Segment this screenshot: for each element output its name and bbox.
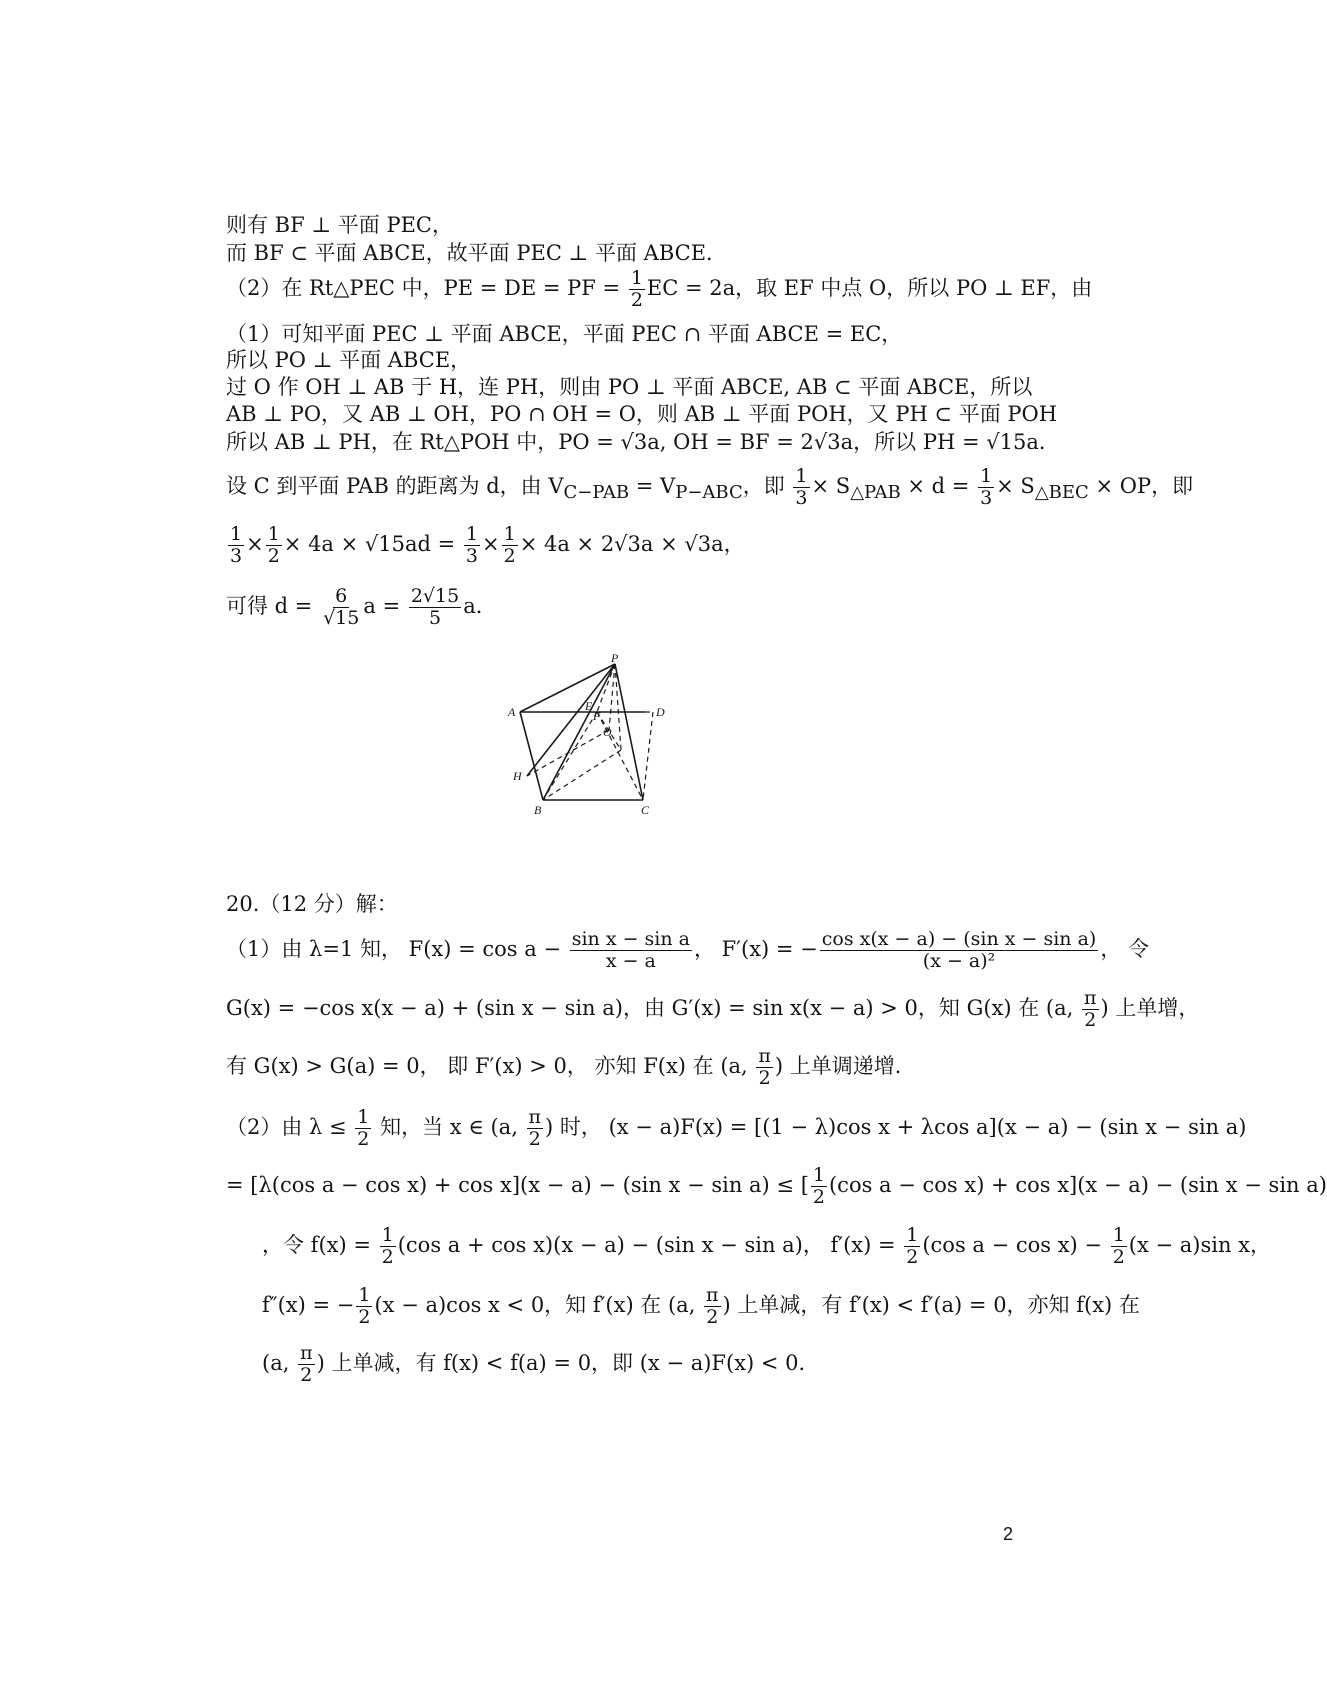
q20-line-5: [226, 1165, 1327, 1208]
label-A: A: [508, 705, 516, 719]
fraction: [1082, 988, 1099, 1031]
label-H: H: [513, 769, 522, 783]
text-segment: × S: [811, 474, 851, 498]
fraction-numerator: 1: [358, 1284, 371, 1306]
text-segment: f″(x) = −: [262, 1293, 355, 1317]
fraction-numerator: 1: [795, 465, 808, 487]
fraction: [820, 929, 1099, 972]
text-segment: ) 上单减，有 f′(x) < f′(a) = 0，亦知 f(x) 在: [722, 1293, 1140, 1317]
text-segment: × OP，即: [1088, 474, 1194, 498]
text-segment: × S: [996, 474, 1035, 498]
fraction-numerator: sin x − sin a: [571, 928, 690, 950]
q20-line-6: [262, 1225, 1271, 1268]
text-segment: × 4a × 2√3a × √3a，: [519, 532, 745, 556]
edge-PC: [615, 664, 643, 800]
fraction: [266, 524, 282, 567]
proof-line-8: 所以 AB ⊥ PH，在 Rt△POH 中，PO = √3a, OH = BF = 2√3a，所以 PH = √15a．: [226, 430, 1060, 454]
fraction-numerator: 1: [503, 523, 516, 545]
label-C: C: [641, 803, 650, 817]
fraction-numerator: 6: [335, 585, 348, 607]
fraction: [704, 1285, 721, 1328]
label-O: O: [603, 725, 612, 739]
text-segment: EC = 2a，取 EF 中点 O，所以 PO ⊥ EF，由: [646, 276, 1093, 300]
proof-line-2: 而 BF ⊂ 平面 ABCE，故平面 PEC ⊥ 平面 ABCE．: [226, 241, 728, 265]
fraction-numerator: 1: [630, 267, 643, 289]
fraction-numerator: 2√15: [410, 585, 460, 607]
fraction-numerator: π: [1084, 987, 1097, 1009]
label-P: P: [611, 651, 619, 665]
fraction-denominator: 2: [630, 289, 643, 311]
fraction-denominator: 2: [358, 1306, 371, 1328]
fraction-numerator: cos x(x − a) − (sin x − sin a): [821, 928, 1097, 950]
proof-line-10: [226, 524, 745, 567]
fraction: [228, 524, 244, 567]
fraction-denominator: 2: [528, 1128, 541, 1150]
fraction: [756, 1046, 773, 1089]
proof-line-4: （1）可知平面 PEC ⊥ 平面 ABCE，平面 PEC ∩ 平面 ABCE = EC，: [226, 322, 903, 346]
fraction-denominator: √15: [323, 607, 360, 629]
edge-EB: [543, 712, 597, 800]
proof-line-9: [226, 466, 1193, 509]
text-segment: ) 上单调递增．: [774, 1054, 916, 1078]
fraction-denominator: 2: [1112, 1246, 1125, 1268]
fraction-numerator: 1: [1112, 1224, 1125, 1246]
text-segment: (cos a + cos x)(x − a) − (sin x − sin a)， f′(x) =: [397, 1233, 903, 1257]
fraction-denominator: (x − a)²: [922, 950, 996, 972]
fraction: [298, 1343, 315, 1386]
fraction: [570, 929, 692, 972]
text-segment: × 4a × √15ad =: [283, 532, 462, 556]
fraction-denominator: 2: [300, 1364, 313, 1386]
text-segment: a =: [363, 594, 407, 618]
fraction: [1111, 1225, 1127, 1268]
fraction-denominator: 2: [906, 1246, 919, 1268]
fraction-denominator: 2: [267, 545, 280, 567]
fraction-denominator: 2: [758, 1067, 771, 1089]
fraction: [904, 1225, 920, 1268]
fraction: [978, 466, 994, 509]
fraction-numerator: 1: [230, 523, 243, 545]
fraction-denominator: x − a: [605, 950, 656, 972]
edge-OH: [527, 730, 609, 776]
fraction-numerator: 1: [906, 1224, 919, 1246]
label-B: B: [534, 803, 542, 817]
text-segment: 有 G(x) > G(a) = 0， 即 F′(x) > 0， 亦知 F(x) 在 (a,: [226, 1054, 755, 1078]
fraction: [464, 524, 480, 567]
text-segment: (x − a)cos x < 0，知 f′(x) 在 (a,: [374, 1293, 703, 1317]
subscript: C−PAB: [563, 482, 630, 504]
text-segment: 设 C 到平面 PAB 的距离为 d，由 V: [226, 474, 564, 498]
fraction-numerator: 1: [812, 1164, 825, 1186]
q20-heading: 20.（12 分）解：: [226, 892, 398, 916]
edge-DC: [643, 712, 653, 800]
text-segment: G(x) = −cos x(x − a) + (sin x − sin a)，由 G′(x) = sin x(x − a) > 0，知 G(x) 在 (a,: [226, 996, 1080, 1020]
q20-line-2: [226, 988, 1199, 1031]
fraction-numerator: 1: [381, 1224, 394, 1246]
fraction: [355, 1107, 371, 1150]
fraction-denominator: 3: [980, 487, 993, 509]
text-segment: （1）由 λ=1 知， F(x) = cos a −: [226, 937, 568, 961]
fraction: [356, 1285, 372, 1328]
fraction: [380, 1225, 396, 1268]
fraction-denominator: 2: [1084, 1009, 1097, 1031]
text-segment: (x − a)sin x，: [1128, 1233, 1272, 1257]
proof-line-7: AB ⊥ PO，又 AB ⊥ OH，PO ∩ OH = O，则 AB ⊥ 平面 POH，又 PH ⊂ 平面 POH: [226, 402, 1058, 426]
fraction-denominator: 2: [812, 1186, 825, 1208]
fraction-denominator: 3: [465, 545, 479, 567]
fraction-denominator: 5: [428, 607, 442, 629]
fraction: [793, 466, 809, 509]
fraction-denominator: 3: [230, 545, 243, 567]
text-segment: = V: [629, 474, 676, 498]
geometry-figure: [505, 651, 735, 818]
text-segment: a．: [463, 594, 497, 618]
subscript: △BEC: [1034, 482, 1089, 504]
fraction-numerator: 1: [267, 523, 280, 545]
text-segment: （2）在 Rt△PEC 中，PE = DE = PF =: [226, 276, 627, 300]
label-F: F: [593, 709, 601, 723]
label-E: E: [585, 699, 593, 713]
text-segment: (cos a − cos x) −: [922, 1233, 1109, 1257]
text-segment: （2）由 λ ≤: [226, 1115, 354, 1139]
q20-line-8: [262, 1343, 820, 1386]
proof-line-1: 则有 BF ⊥ 平面 PEC，: [226, 213, 453, 237]
text-segment: (cos a − cos x) + cos x](x − a) − (sin x − sin a): [828, 1173, 1327, 1197]
text-segment: ) 上单增，: [1100, 996, 1200, 1020]
edge-PA: [520, 664, 615, 712]
subscript: P−ABC: [675, 482, 743, 504]
fraction: [629, 268, 645, 311]
fraction-denominator: 2: [503, 545, 516, 567]
text-segment: ，令 f(x) =: [262, 1233, 378, 1257]
fraction-numerator: π: [528, 1106, 542, 1128]
q20-line-3: [226, 1046, 916, 1089]
text-segment: ， F′(x) = −: [693, 937, 818, 961]
fraction: [527, 1107, 544, 1150]
text-segment: ×: [482, 532, 500, 556]
page-number: 2: [1003, 1524, 1014, 1544]
fraction-numerator: 1: [357, 1106, 370, 1128]
text-segment: ， 令: [1100, 937, 1149, 961]
fraction-denominator: 2: [381, 1246, 394, 1268]
text-segment: = [λ(cos a − cos x) + cos x](x − a) − (sin x − sin a) ≤ [: [226, 1173, 809, 1197]
proof-line-11: [226, 586, 497, 629]
fraction: [409, 586, 461, 629]
fraction-numerator: π: [706, 1284, 719, 1306]
fraction: [811, 1165, 827, 1208]
label-D: D: [656, 705, 665, 719]
text-segment: 知，当 x ∈ (a,: [373, 1115, 525, 1139]
text-segment: ×: [246, 532, 264, 556]
text-segment: (a,: [262, 1351, 297, 1375]
fraction: [502, 524, 518, 567]
text-segment: × d =: [900, 474, 977, 498]
text-segment: ) 时， (x − a)F(x) = [(1 − λ)cos x + λcos a](x − a) − (sin x − sin a): [545, 1115, 1247, 1139]
proof-line-3: [226, 268, 1092, 311]
fraction-denominator: 3: [795, 487, 808, 509]
q20-line-4: [226, 1107, 1246, 1150]
fraction-numerator: 1: [465, 523, 479, 545]
fraction: [321, 586, 361, 629]
text-segment: 可得 d =: [226, 594, 320, 618]
proof-line-6: 过 O 作 OH ⊥ AB 于 H，连 PH，则由 PO ⊥ 平面 ABCE, AB ⊂ 平面 ABCE，所以: [226, 375, 1033, 399]
edge-BF: [543, 750, 621, 800]
edge-AB: [520, 712, 543, 800]
fraction-denominator: 2: [706, 1306, 719, 1328]
fraction-numerator: π: [300, 1342, 313, 1364]
q20-line-1: [226, 929, 1149, 972]
text-segment: ，即: [742, 474, 792, 498]
fraction-numerator: π: [758, 1045, 771, 1067]
q20-line-7: [262, 1285, 1140, 1328]
fraction-numerator: 1: [980, 465, 993, 487]
fraction-denominator: 2: [357, 1128, 370, 1150]
proof-line-5: 所以 PO ⊥ 平面 ABCE，: [226, 348, 472, 372]
subscript: △PAB: [850, 482, 901, 504]
text-segment: ) 上单减，有 f(x) < f(a) = 0，即 (x − a)F(x) < 0．: [316, 1351, 820, 1375]
